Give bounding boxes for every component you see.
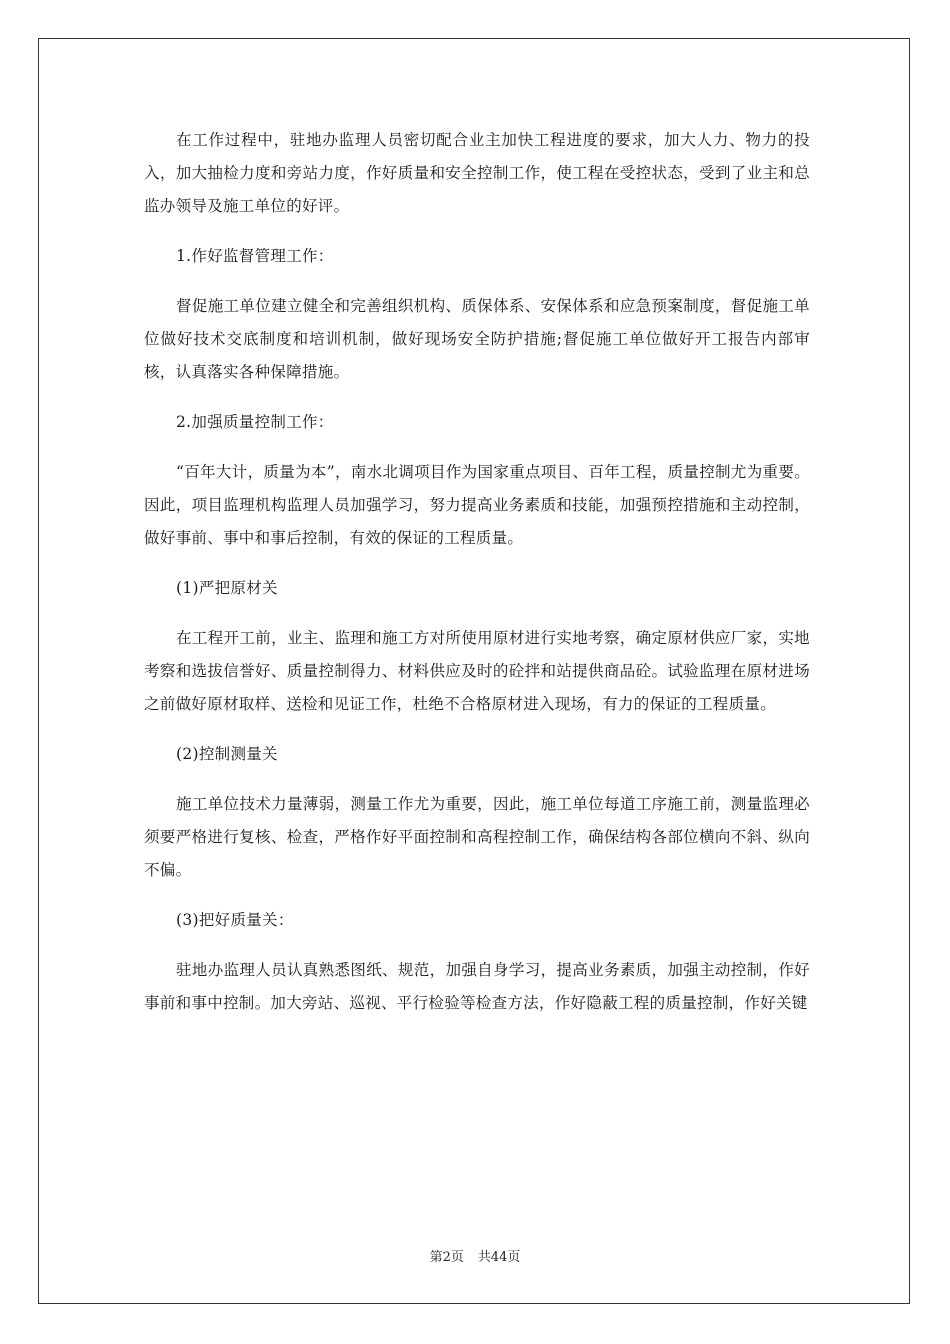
page-number-total: 共44页 [477, 1250, 521, 1265]
page-footer [0, 1246, 950, 1265]
heading-quality-control: 2.加强质量控制工作： [176, 413, 334, 431]
heading-survey-control: (2)控制测量关 [176, 745, 278, 763]
heading-raw-materials: (1)严把原材关 [176, 579, 278, 597]
heading-supervision-management: 1.作好监督管理工作： [176, 247, 334, 265]
paragraph-quality-control: “百年大计，质量为本”，南水北调项目作为国家重点项目、百年工程，质量控制尤为重要。因此，项目监理机构监理人员加强学习，努力提高业务素质和技能，加强预控措施和主动控制，做好事前、事中和事后控制，有效的保证的工程质量。 [144, 463, 810, 547]
page-number-current: 第2页 [429, 1250, 464, 1265]
paragraph-supervision-management: 督促施工单位建立健全和完善组织机构、质保体系、安保体系和应急预案制度，督促施工单位做好技术交底制度和培训机制，做好现场安全防护措施;督促施工单位做好开工报告内部审核，认真落实各种保障措施。 [144, 297, 810, 381]
paragraph-quality-check: 驻地办监理人员认真熟悉图纸、规范，加强自身学习，提高业务素质，加强主动控制，作好事前和事中控制。加大旁站、巡视、平行检验等检查方法，作好隐蔽工程的质量控制，作好关键 [144, 961, 810, 1012]
heading-quality-check: (3)把好质量关： [176, 911, 294, 929]
paragraph-intro: 在工作过程中，驻地办监理人员密切配合业主加快工程进度的要求，加大人力、物力的投入，加大抽检力度和旁站力度，作好质量和安全控制工作，使工程在受控状态，受到了业主和总监办领导及施工单位的好评。 [144, 131, 810, 215]
paragraph-raw-materials: 在工程开工前，业主、监理和施工方对所使用原材进行实地考察，确定原材供应厂家，实地考察和选拔信誉好、质量控制得力、材料供应及时的砼拌和站提供商品砼。试验监理在原材进场之前做好原材取样、送检和见证工作，杜绝不合格原材进入现场，有力的保证的工程质量。 [144, 629, 810, 713]
paragraph-survey-control: 施工单位技术力量薄弱，测量工作尤为重要，因此，施工单位每道工序施工前，测量监理必须要严格进行复核、检查，严格作好平面控制和高程控制工作，确保结构各部位横向不斜、纵向不偏。 [144, 795, 810, 879]
document-body [144, 124, 810, 1020]
